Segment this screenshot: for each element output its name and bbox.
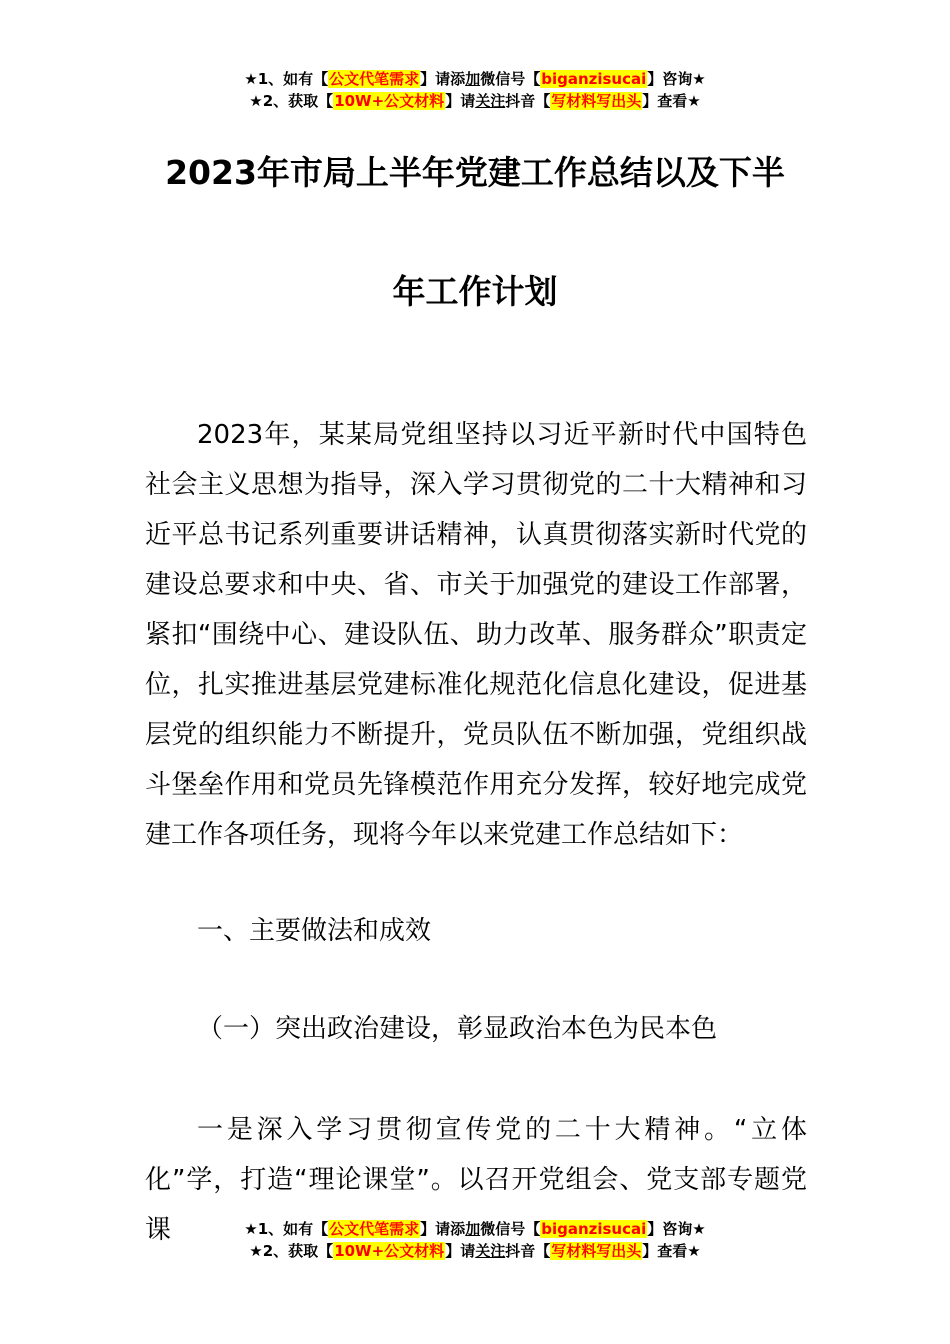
banner-text: 】咨询★ — [647, 70, 706, 88]
banner-wechat-id: biganzisucai — [541, 70, 647, 88]
banner-text: 微信号【 — [480, 70, 541, 88]
banner-line-2 — [0, 90, 950, 112]
banner-text: ★1、如有【 — [244, 70, 329, 88]
banner-underline: 关注 — [475, 92, 506, 110]
banner-text: 抖音【 — [505, 92, 551, 110]
section-heading: 一、主要做法和成效 — [197, 916, 432, 946]
banner-underline: 加 — [465, 70, 481, 88]
banner-underline: 加 — [465, 1220, 481, 1238]
bottom-banner — [0, 1218, 950, 1262]
banner-text: 】查看★ — [642, 1242, 701, 1260]
banner-text: 】请添 — [420, 1220, 466, 1238]
top-banner — [0, 68, 950, 112]
banner-line-1 — [0, 1218, 950, 1240]
banner-highlight: 10W+公文材料 — [334, 1242, 445, 1260]
banner-highlight: 写材料写出头 — [551, 1242, 642, 1260]
banner-text: 抖音【 — [505, 1242, 551, 1260]
subsection-heading: （一）突出政治建设，彰显政治本色为民本色 — [197, 1014, 718, 1044]
banner-text: ★2、获取【 — [249, 1242, 334, 1260]
banner-text: ★2、获取【 — [249, 92, 334, 110]
banner-text: 】查看★ — [642, 92, 701, 110]
banner-text: ★1、如有【 — [244, 1220, 329, 1238]
document-title-line-1: 2023年市局上半年党建工作总结以及下半 — [165, 153, 785, 192]
banner-highlight: 写材料写出头 — [551, 92, 642, 110]
body-paragraph: 一是深入学习贯彻宣传党的二十大精神。“立体化”学，打造“理论课堂”。以召开党组会、党支部专题党课 — [145, 1115, 807, 1245]
banner-highlight: 10W+公文材料 — [334, 92, 445, 110]
banner-highlight: 公文代笔需求 — [329, 1220, 420, 1238]
intro-paragraph: 2023年，某某局党组坚持以习近平新时代中国特色社会主义思想为指导，深入学习贯彻党的二十大精神和习近平总书记系列重要讲话精神，认真贯彻落实新时代党的建设总要求和中央、省、市关于加强党的建设工作部署，紧扣“围绕中心、建设队伍、助力改革、服务群众”职责定位，扎实推进基层党建标准化规范化信息化建设，促进基层党的组织能力不断提升，党员队伍不断加强，党组织战斗堡垒作用和党员先锋模范作用充分发挥，较好地完成党建工作各项任务，现将今年以来党建工作总结如下： — [145, 420, 807, 850]
banner-highlight: 公文代笔需求 — [329, 70, 420, 88]
banner-text: 】咨询★ — [647, 1220, 706, 1238]
banner-line-2 — [0, 1240, 950, 1262]
banner-text: 微信号【 — [480, 1220, 541, 1238]
banner-text: 】请添 — [420, 70, 466, 88]
banner-wechat-id: biganzisucai — [541, 1220, 647, 1238]
banner-text: 】请 — [445, 1242, 476, 1260]
banner-line-1 — [0, 68, 950, 90]
banner-underline: 关注 — [475, 1242, 506, 1260]
banner-text: 】请 — [445, 92, 476, 110]
document-title-line-2: 年工作计划 — [392, 272, 558, 311]
